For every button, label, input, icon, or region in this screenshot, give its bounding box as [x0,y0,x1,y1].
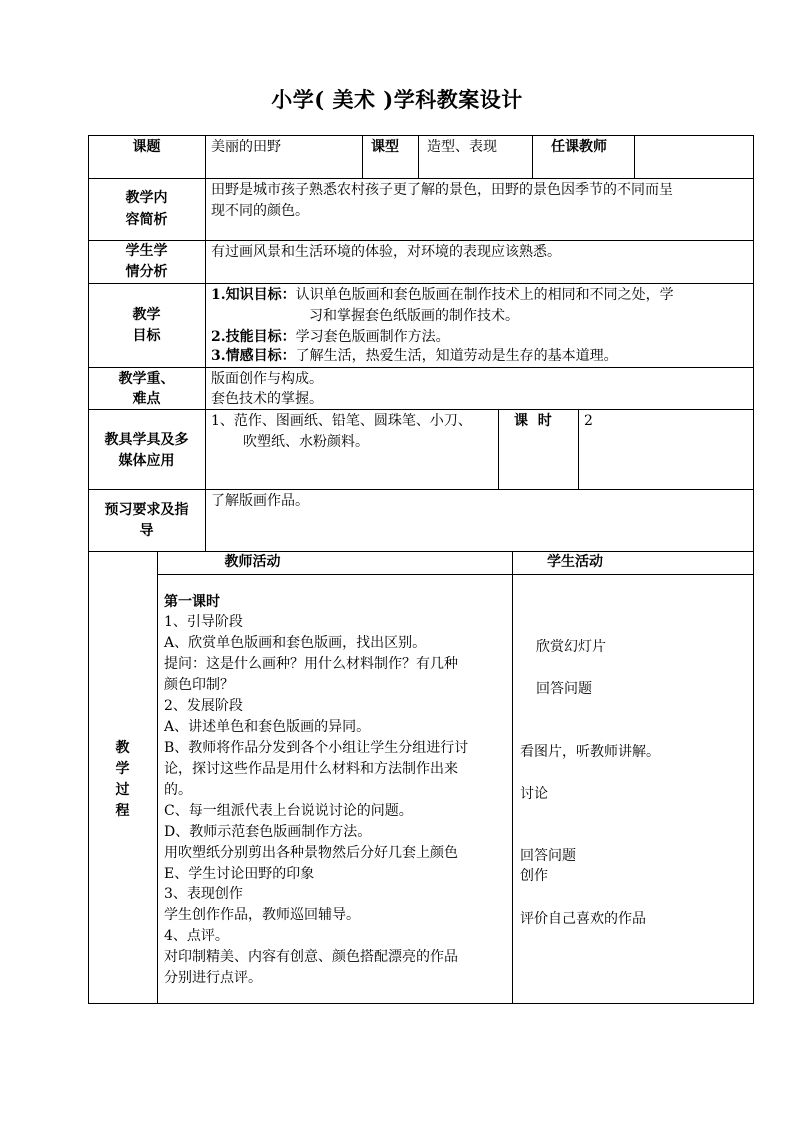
student-activity-item: 欣赏幻灯片 [536,639,606,655]
table-border-right [753,135,754,1004]
type-label: 课型 [371,139,399,155]
col-divider [418,135,419,179]
teacher-activity-line: A、讲述单色和套色版画的异同。 [164,719,371,735]
content-text-line2: 现不同的颜色。 [211,203,309,219]
preview-label-line1: 预习要求及指 [104,502,189,518]
table-border-top [88,135,754,136]
col-divider [498,409,499,490]
student-activity-item: 讨论 [520,786,548,802]
student-activity-header: 学生活动 [547,554,603,570]
student-activity-item: 评价自己喜欢的作品 [520,911,646,927]
goal-1 [211,285,674,306]
teacher-activity-line: 4、点评。 [164,928,229,944]
key-label-line2: 难点 [132,391,161,407]
row-divider [88,489,754,490]
goal-label-line1: 教学 [132,307,161,323]
teacher-activity-line: E、学生讨论田野的印象 [164,866,315,882]
page-title: 小学( 美术 )学科教案设计 [271,87,523,112]
teacher-activity-line: 1、引导阶段 [164,614,243,630]
goal-2-text: 学习套色版画制作方法。 [295,329,450,345]
content-text-line1: 田野是城市孩子熟悉农村孩子更了解的景色，田野的景色因季节的不同而呈 [211,182,673,198]
teacher-activity-line: 2、发展阶段 [164,698,243,714]
col-divider [578,409,579,490]
student-analysis-text: 有过画风景和生活环境的体验，对环境的表现应该熟悉。 [211,244,561,260]
student-activity-item: 回答问题 [520,848,576,864]
process-label-char: 过 [115,782,130,798]
student-activity-item: 创作 [520,868,548,884]
row-divider [88,178,754,179]
key-text-line1: 版面创作与构成。 [211,371,323,387]
teacher-activity-line: A、欣赏单色版画和套色版画，找出区别。 [164,635,427,651]
goal-1-text-line2: 习和掌握套色纸版画的制作技术。 [309,308,519,324]
goal-1-text: 认识单色版画和套色版画在制作技术上的相同和不同之处，学 [295,287,674,303]
row-divider [88,367,754,368]
goal-3-text: 了解生活，热爱生活，知道劳动是生存的基本道理。 [295,348,618,364]
teacher-activity-line: 分别进行点评。 [164,970,262,986]
key-text-line2: 套色技术的掌握。 [211,391,323,407]
type-value: 造型、表现 [427,139,497,155]
table-border-bottom [88,1003,754,1004]
content-label-line1: 教学内 [125,190,168,206]
process-label-divider [157,551,158,1004]
goal-1-head: 1.知识目标： [211,287,296,303]
teacher-activity-line: 用吹塑纸分别剪出各种景物然后分好几套上颜色 [164,845,458,861]
preview-label-line2: 导 [139,523,154,539]
teacher-activity-line: 第一课时 [164,594,220,610]
goal-2 [211,327,450,348]
goal-3-head: 3.情感目标： [211,348,296,364]
teacher-activity-line: 颜色印制？ [164,677,234,693]
hours-label: 课 时 [514,413,552,429]
student-label-line2: 情分析 [125,264,168,280]
row-divider [88,283,754,284]
content-label-line2: 容简析 [125,212,168,228]
col-divider [532,135,533,179]
teacher-activity-line: 的。 [164,782,192,798]
col-divider [362,135,363,179]
teacher-activity-line: 论，探讨这些作品是用什么材料和方法制作出来 [164,761,458,777]
process-label-char: 教 [115,740,130,756]
label-column-divider [205,135,206,552]
topic-label: 课题 [132,139,161,155]
col-divider [634,135,635,179]
teacher-activity-line: 提问：这是什么画种？用什么材料制作？有几种 [164,656,458,672]
teacher-activity-line: 学生创作作品，教师巡回辅导。 [164,907,360,923]
key-label-line1: 教学重、 [118,371,175,387]
student-activity-item: 回答问题 [536,681,592,697]
preview-text: 了解版画作品。 [211,493,309,509]
teacher-activity-line: D、教师示范套色版画制作方法。 [164,824,372,840]
goal-3 [211,346,618,367]
media-label-line2: 媒体应用 [118,453,175,469]
teacher-activity-line: C、每一组派代表上台说说讨论的问题。 [164,803,413,819]
student-activity-item: 看图片，听教师讲解。 [520,744,660,760]
goal-2-head: 2.技能目标： [211,329,296,345]
teacher-activity-line: 3、表现创作 [164,886,243,902]
media-text-line1: 1、范作、图画纸、铅笔、圆珠笔、小刀、 [211,413,472,429]
process-label-char: 学 [115,761,130,777]
teacher-activity-line: B、教师将作品分发到各个小组让学生分组进行讨 [164,740,469,756]
goal-label-line2: 目标 [132,328,161,344]
topic-value: 美丽的田野 [211,139,281,155]
student-label-line1: 学生学 [125,243,168,259]
media-text-line2: 吹塑纸、水粉颜料。 [243,434,369,450]
activity-column-divider [512,551,513,1004]
media-label-line1: 教具学具及多 [104,432,189,448]
hours-value: 2 [584,413,593,429]
process-label-char: 程 [115,803,130,819]
teacher-activity-line: 对印制精美、内容有创意、颜色搭配漂亮的作品 [164,949,458,965]
teacher-activity-header: 教师活动 [224,554,281,570]
teacher-label: 任课教师 [551,139,607,155]
activity-header-divider [157,574,754,575]
